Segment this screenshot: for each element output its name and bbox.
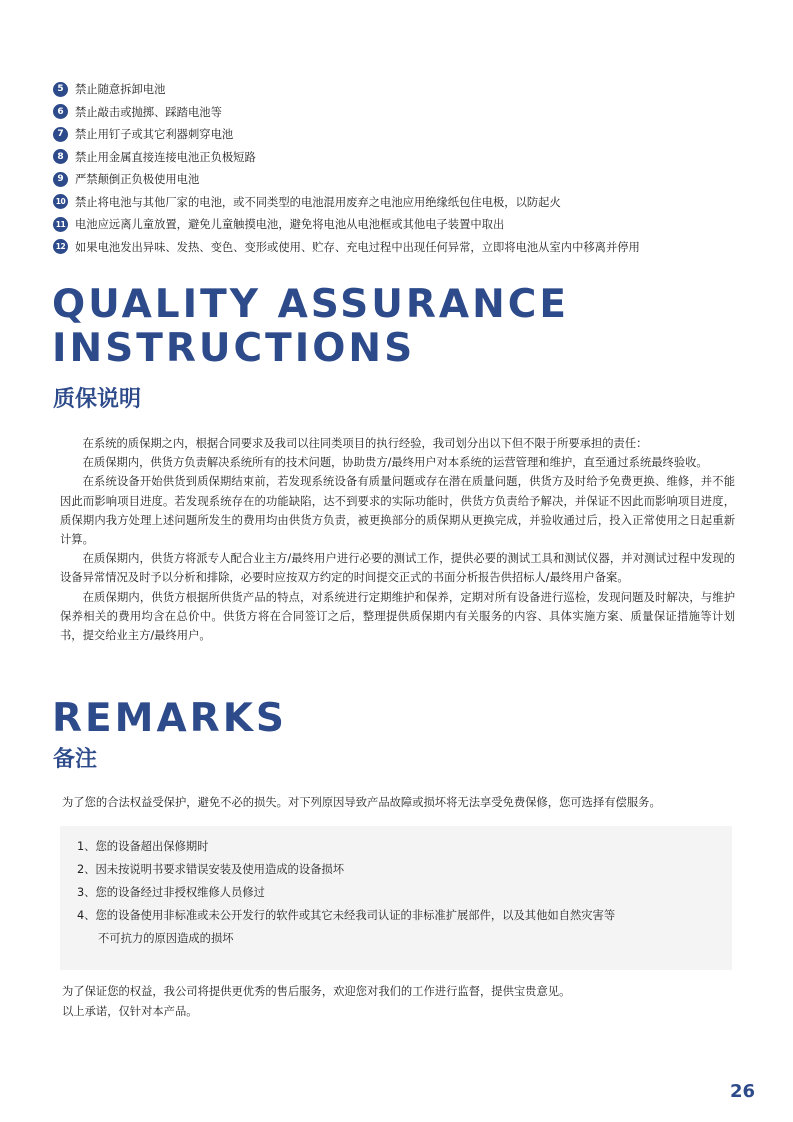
list-item-text: 严禁颠倒正负极使用电池 [75, 173, 200, 187]
list-item [53, 123, 753, 146]
list-item-text: 禁止随意拆卸电池 [75, 83, 166, 97]
list-item [53, 168, 753, 191]
number-badge: 7 [53, 127, 68, 142]
number-badge: 9 [53, 172, 68, 187]
battery-safety-list [53, 78, 753, 258]
number-badge: 6 [53, 104, 68, 119]
list-item [53, 236, 753, 259]
paragraph: 在质保期内，供货方根据所供货产品的特点，对系统进行定期维护和保养，定期对所有设备进行巡检，发现问题及时解决，与维护保养相关的费用均含在总价中。供货方将在合同签订之后，整理提供质保期内有关服务的内容、具体实施方案、质量保证措施等计划书，提交给业主方/最终用户。 [60, 590, 735, 643]
number-badge: 12 [53, 239, 68, 254]
number-badge: 8 [53, 149, 68, 164]
closing-text [62, 982, 570, 1022]
remarks-box [60, 826, 732, 970]
remarks-item: 3、您的设备经过非授权维修人员修过 [77, 886, 265, 899]
remarks-title-en: REMARKS [52, 696, 288, 741]
closing-line: 以上承诺，仅针对本产品。 [62, 1005, 198, 1018]
remarks-item: 4、您的设备使用非标准或未公开发行的软件或其它未经我司认证的非标准扩展部件，以及其他如自然灾害等 [77, 909, 616, 922]
paragraph: 在质保期内，供货方将派专人配合业主方/最终用户进行必要的测试工作，提供必要的测试工具和测试仪器，并对测试过程中发现的设备异常情况及时予以分析和排除，必要时应按双方约定的时间提交正式的书面分析报告供招标人/最终用户备案。 [60, 552, 735, 585]
closing-line: 为了保证您的权益，我公司将提供更优秀的售后服务，欢迎您对我们的工作进行监督，提供宝贵意见。 [62, 985, 571, 998]
remarks-item: 1、您的设备超出保修期时 [77, 840, 209, 853]
list-item [53, 78, 753, 101]
paragraph: 在系统的质保期之内，根据合同要求及我司以往同类项目的执行经验，我司划分出以下但不限于所要承担的责任： [82, 437, 648, 450]
list-item [53, 146, 753, 169]
list-item [53, 213, 753, 236]
quality-title-cn: 质保说明 [53, 387, 142, 412]
paragraph: 在系统设备开始供货到质保期结束前，若发现系统设备有质量问题或存在潜在质量问题，供货方及时给予免费更换、维修，并不能因此而影响项目进度。若发现系统存在的功能缺陷，达不到要求的实际功能时，供货方负责给予解决，并保证不因此而影响项目进度，质保期内我方处理上述问题所发生的费用均由供货方负责，被更换部分的质保期从更换完成，并验收通过后，投入正常使用之日起重新计算。 [60, 475, 735, 547]
number-badge: 11 [53, 217, 68, 232]
list-item [53, 101, 753, 124]
remarks-title-cn: 备注 [53, 747, 98, 772]
list-item-text: 禁止用钉子或其它利器刺穿电池 [75, 128, 234, 142]
remarks-intro: 为了您的合法权益受保护，避免不必的损失。对下列原因导致产品故障或损坏将无法享受免费保修，您可选择有偿服务。 [62, 796, 661, 809]
list-item-text: 禁止用金属直接连接电池正负极短路 [75, 150, 256, 164]
list-item-text: 禁止敲击或抛掷、踩踏电池等 [75, 105, 222, 119]
quality-title-en-line1: QUALITY ASSURANCE [52, 282, 569, 327]
number-badge: 10 [53, 194, 68, 209]
list-item-text: 电池应远离儿童放置，避免儿童触摸电池，避免将电池从电池框或其他电子装置中取出 [75, 218, 505, 232]
list-item-text: 禁止将电池与其他厂家的电池，或不同类型的电池混用废弃之电池应用绝缘纸包住电极，以防起火 [75, 195, 561, 209]
list-item-text: 如果电池发出异味、发热、变色、变形或使用、贮存、充电过程中出现任何异常，立即将电池从室内中移离并停用 [75, 240, 640, 254]
remarks-item: 2、因未按说明书要求错误安装及使用造成的设备损坏 [77, 863, 345, 876]
number-badge: 5 [53, 82, 68, 97]
paragraph: 在质保期内，供货方负责解决系统所有的技术问题，协助贵方/最终用户对本系统的运营管理和维护，直至通过系统最终验收。 [82, 456, 708, 470]
list-item [53, 191, 753, 214]
quality-body [60, 434, 735, 645]
quality-title-en-line2: INSTRUCTIONS [52, 326, 416, 371]
page-number: 26 [729, 1081, 755, 1102]
remarks-item-continuation: 不可抗力的原因造成的损坏 [98, 932, 234, 945]
